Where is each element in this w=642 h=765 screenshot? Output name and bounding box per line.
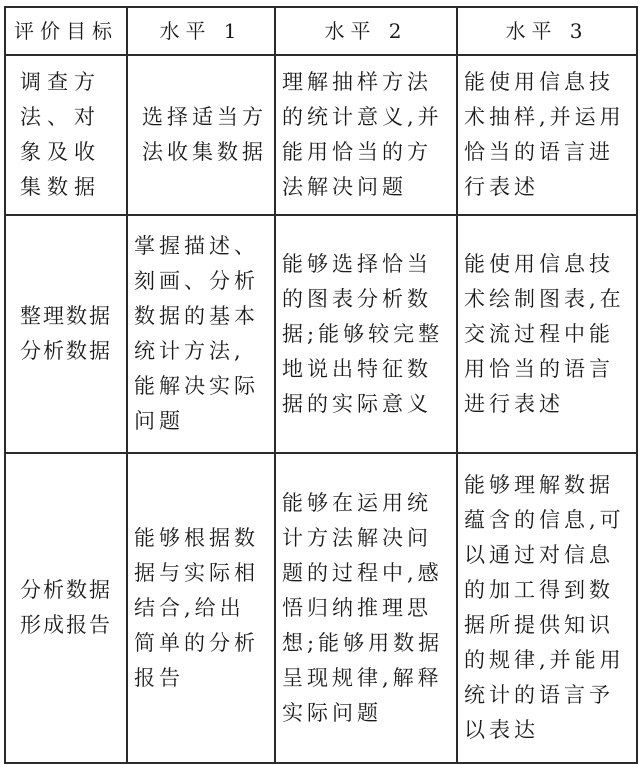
table-row	[5, 453, 637, 763]
header-goal: 评价目标	[5, 7, 127, 55]
header-level-1: 水平 1	[127, 7, 275, 55]
level-3-cell: 能使用信息技术绘制图表,在交流过程中能用恰当的语言进行表述	[457, 215, 637, 453]
level-2-cell: 理解抽样方法的统计意义,并能用恰当的方法解决问题	[275, 55, 457, 215]
header-level-3: 水平 3	[457, 7, 637, 55]
level-2-cell: 能够选择恰当的图表分析数据;能够较完整地说出特征数据的实际意义	[275, 215, 457, 453]
evaluation-table	[4, 6, 638, 764]
level-1-cell: 掌握描述、刻画、分析数据的基本统计方法,能解决实际问题	[127, 215, 275, 453]
goal-cell: 整理数据分析数据	[5, 215, 127, 453]
level-2-cell: 能够在运用统计方法解决问题的过程中,感悟归纳推理思想;能够用数据呈现规律,解释实际问题	[275, 453, 457, 763]
level-1-cell: 选择适当方法收集数据	[127, 55, 275, 215]
goal-cell: 调查方法、对象及收集数据	[5, 55, 127, 215]
level-1-cell: 能够根据数据与实际相结合,给出简单的分析报告	[127, 453, 275, 763]
goal-cell: 分析数据形成报告	[5, 453, 127, 763]
header-level-2: 水平 2	[275, 7, 457, 55]
level-3-cell: 能够理解数据蕴含的信息,可以通过对信息的加工得到数据所提供知识的规律,并能用统计的语言予以表达	[457, 453, 637, 763]
header-row	[5, 7, 637, 55]
table-row	[5, 55, 637, 215]
level-3-cell: 能使用信息技术抽样,并运用恰当的语言进行表述	[457, 55, 637, 215]
table-row	[5, 215, 637, 453]
